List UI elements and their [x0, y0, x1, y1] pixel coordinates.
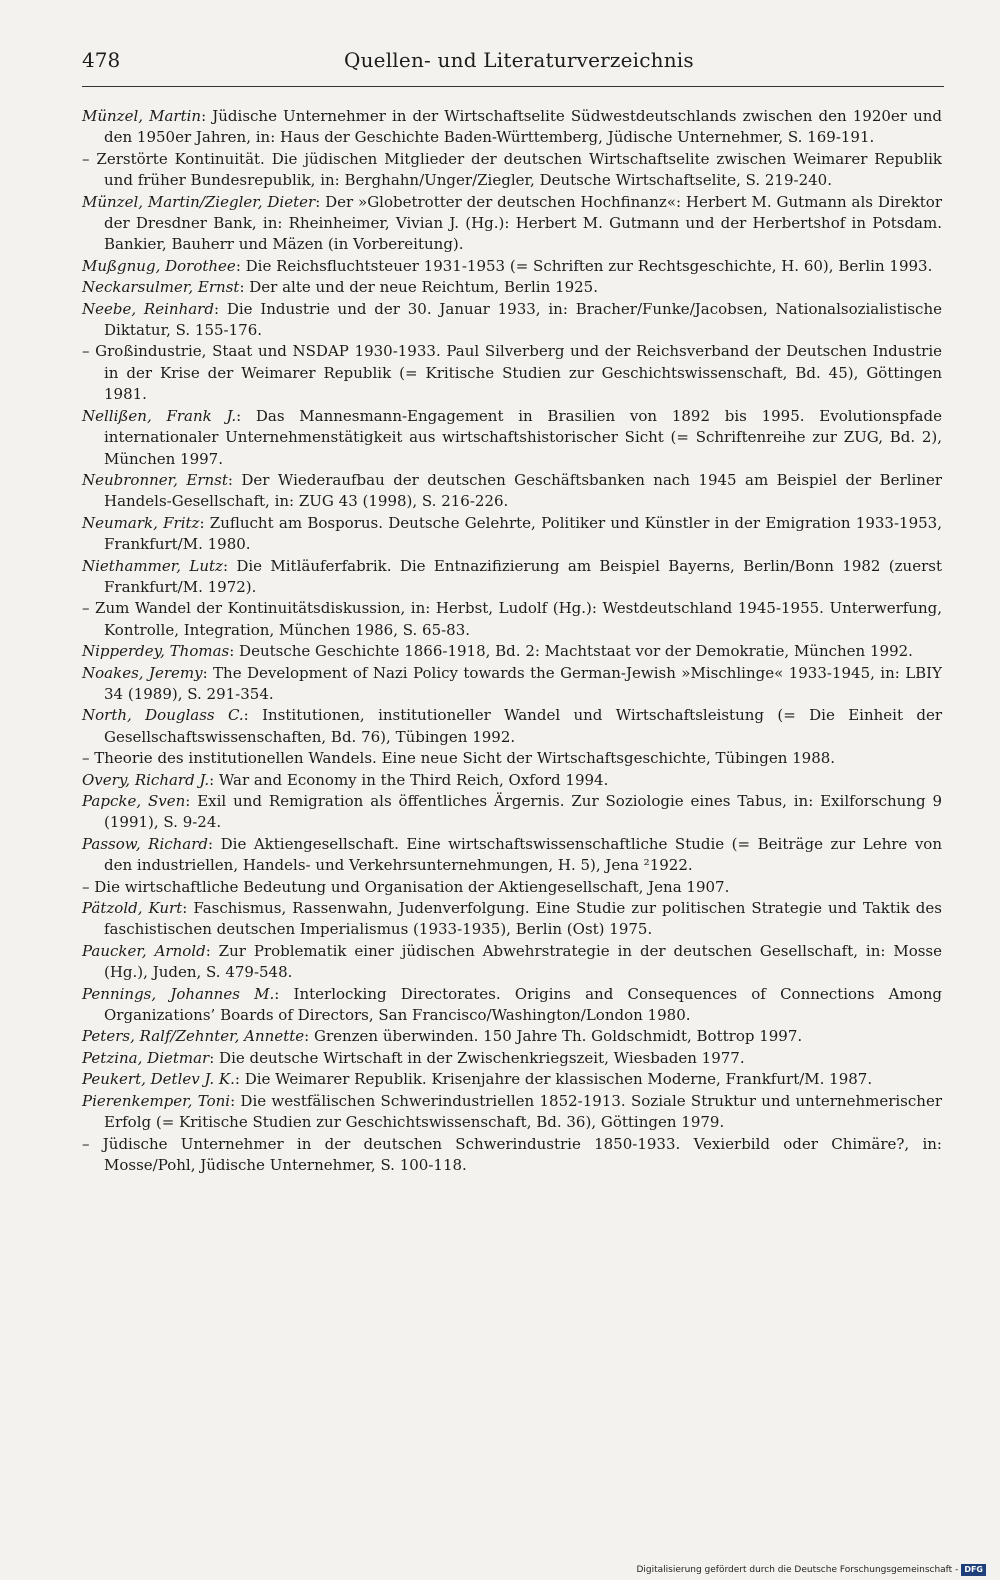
entry-author: Peters, Ralf/Zehnter, Annette	[82, 1027, 305, 1046]
entry-text: : Interlocking Directorates. Origins and Consequences of Connections Among Organizations’ Boards of Directors, San Francisco/Washington/London 1980.	[104, 984, 942, 1025]
bibliography-entry	[82, 748, 942, 769]
bibliography-entry	[82, 406, 942, 470]
entry-text: : Die Aktiengesellschaft. Eine wirtschaftswissenschaftliche Studie (= Beiträge zur Lehre von den industriellen, Handels- und Verkehrsunternehmungen, H. 5), Jena ²1922.	[104, 834, 942, 875]
entry-text: : Die Mitläuferfabrik. Die Entnazifizierung am Beispiel Bayerns, Berlin/Bonn 1982 (zuerst Frankfurt/M. 1972).	[104, 556, 942, 596]
bibliography-entry	[82, 791, 942, 834]
entry-author: Nellißen, Frank J.	[82, 406, 237, 425]
entry-text: : Grenzen überwinden. 150 Jahre Th. Goldschmidt, Bottrop 1997.	[304, 1027, 803, 1046]
bibliography-entry	[82, 641, 942, 662]
entry-text: : Die deutsche Wirtschaft in der Zwischenkriegszeit, Wiesbaden 1977.	[209, 1048, 745, 1067]
bibliography-entry	[82, 277, 942, 298]
dfg-logo: DFG	[961, 1564, 986, 1576]
entry-text: : Faschismus, Rassenwahn, Judenverfolgung. Eine Studie zur politischen Strategie und Taktik des faschistischen deutschen Imperialismus (1933-1935), Berlin (Ost) 1975.	[104, 899, 942, 939]
entry-text: – Zum Wandel der Kontinuitätsdiskussion, in: Herbst, Ludolf (Hg.): Westdeutschland 1945-1955. Unterwerfung, Kontrolle, Integration, München 1986, S. 65-83.	[82, 599, 942, 639]
entry-text: : Die Industrie und der 30. Januar 1933, in: Bracher/Funke/Jacobsen, Nationalsozialistische Diktatur, S. 155-176.	[104, 299, 942, 340]
entry-text: : Institutionen, institutioneller Wandel und Wirtschaftsleistung (= Die Einheit der Gesellschaftswissenschaften, Bd. 76), Tübingen 1992.	[104, 706, 942, 746]
bibliography-entry	[82, 834, 942, 877]
entry-text: : Das Mannesmann-Engagement in Brasilien von 1892 bis 1995. Evolutionspfade internationaler Unternehmenstätigkeit aus wirtschaftshistorischer Sicht (= Schriftenreihe zur ZUG, Bd. 2), München 1997.	[104, 406, 942, 468]
bibliography-entry	[82, 106, 942, 149]
entry-author: Peukert, Detlev J. K.	[82, 1070, 235, 1089]
running-title: Quellen- und Literaturverzeichnis	[344, 48, 694, 72]
footer-text: Digitalisierung gefördert durch die Deutsche Forschungsgemeinschaft -	[636, 1565, 959, 1575]
bibliography-entry	[82, 556, 942, 599]
bibliography-entry	[82, 470, 942, 513]
entry-author: Neubronner, Ernst	[82, 470, 228, 489]
entry-author: Niethammer, Lutz	[82, 556, 223, 575]
page-number: 478	[82, 48, 121, 72]
entry-author: Neckarsulmer, Ernst	[82, 278, 240, 297]
entry-text: : Zur Problematik einer jüdischen Abwehrstrategie in der deutschen Gesellschaft, in: Mosse (Hg.), Juden, S. 479-548.	[104, 941, 943, 982]
bibliography-entry	[82, 984, 942, 1027]
entry-text: : Jüdische Unternehmer in der Wirtschaftselite Südwestdeutschlands zwischen den 1920er und den 1950er Jahren, in: Haus der Geschichte Baden-Württemberg, Jüdische Unternehmer, S. 169-191.	[104, 107, 942, 147]
bibliography-entry	[82, 299, 942, 342]
bibliography-entry	[82, 705, 942, 748]
bibliography-entry	[82, 192, 942, 256]
bibliography-entry	[82, 1091, 942, 1134]
entry-text: – Die wirtschaftliche Bedeutung und Organisation der Aktiengesellschaft, Jena 1907.	[82, 877, 730, 896]
entry-text: : The Development of Nazi Policy towards the German-Jewish »Mischlinge« 1933-1945, in: LBIY 34 (1989), S. 291-354.	[104, 663, 943, 703]
entry-text: : Die Reichsfluchtsteuer 1931-1953 (= Schriften zur Rechtsgeschichte, H. 60), Berlin 1993.	[235, 256, 933, 275]
bibliography-entry	[82, 941, 942, 984]
bibliography-entry	[82, 1134, 942, 1177]
bibliography-entry	[82, 1069, 942, 1090]
bibliography-list	[82, 106, 942, 1176]
entry-author: Papcke, Sven	[82, 792, 186, 810]
entry-text: – Zerstörte Kontinuität. Die jüdischen Mitglieder der deutschen Wirtschaftselite zwischen Weimarer Republik und früher Bundesrepublik, in: Berghahn/Unger/Ziegler, Deutsche Wirtschaftselite, S. 219-240.	[82, 149, 942, 190]
bibliography-entry	[82, 149, 942, 192]
bibliography-entry	[82, 341, 942, 405]
bibliography-entry	[82, 663, 942, 706]
entry-author: Paucker, Arnold	[82, 941, 206, 960]
entry-text: : Die westfälischen Schwerindustriellen 1852-1913. Soziale Struktur und unternehmerischer Erfolg (= Kritische Studien zur Geschichtswissenschaft, Bd. 36), Göttingen 1979.	[104, 1091, 942, 1132]
entry-author: Neebe, Reinhard	[82, 299, 214, 318]
digitization-footer	[636, 1563, 986, 1577]
entry-author: Neumark, Fritz	[82, 513, 200, 532]
entry-text: : Deutsche Geschichte 1866-1918, Bd. 2: Machtstaat vor der Demokratie, München 1992.	[229, 642, 913, 661]
entry-text: : Zuflucht am Bosporus. Deutsche Gelehrte, Politiker und Künstler in der Emigration 1933-1953, Frankfurt/M. 1980.	[104, 513, 942, 554]
page-header	[82, 46, 944, 87]
entry-author: Münzel, Martin/Ziegler, Dieter	[82, 192, 316, 211]
entry-text: : Der alte und der neue Reichtum, Berlin 1925.	[239, 278, 598, 297]
entry-text: : Der »Globetrotter der deutschen Hochfinanz«: Herbert M. Gutmann als Direktor der Dresdner Bank, in: Rheinheimer, Vivian J. (Hg.): Herbert M. Gutmann und der Herbertshof in Potsdam. Bankier, Bauherr und Mäzen (in Vorbereitung).	[104, 192, 943, 254]
entry-text: – Jüdische Unternehmer in der deutschen Schwerindustrie 1850-1933. Vexierbild oder Chimäre?, in: Mosse/Pohl, Jüdische Unternehmer, S. 100-118.	[82, 1134, 942, 1174]
entry-author: Nipperdey, Thomas	[82, 642, 230, 661]
entry-text: : Der Wiederaufbau der deutschen Geschäftsbanken nach 1945 am Beispiel der Berliner Handels-Gesellschaft, in: ZUG 43 (1998), S. 216-226.	[104, 470, 942, 511]
bibliography-entry	[82, 877, 942, 898]
bibliography-entry	[82, 598, 942, 641]
entry-author: Noakes, Jeremy	[82, 663, 203, 682]
bibliography-entry	[82, 898, 942, 941]
entry-author: Mußgnug, Dorothee	[82, 256, 236, 275]
entry-author: Pätzold, Kurt	[82, 899, 183, 918]
bibliography-entry	[82, 256, 942, 277]
entry-author: North, Douglass C.	[82, 706, 244, 725]
bibliography-entry	[82, 770, 942, 791]
entry-author: Münzel, Martin	[82, 107, 202, 125]
entry-author: Passow, Richard	[82, 834, 209, 853]
entry-text: : Die Weimarer Republik. Krisenjahre der klassischen Moderne, Frankfurt/M. 1987.	[234, 1070, 873, 1089]
entry-text: : War and Economy in the Third Reich, Oxford 1994.	[209, 770, 609, 789]
bibliography-entry	[82, 513, 942, 556]
entry-author: Overy, Richard J.	[82, 770, 210, 789]
entry-author: Pennings, Johannes M.	[82, 984, 275, 1003]
bibliography-entry	[82, 1048, 942, 1069]
entry-author: Petzina, Dietmar	[82, 1048, 210, 1067]
entry-text: – Theorie des institutionellen Wandels. Eine neue Sicht der Wirtschaftsgeschichte, Tübingen 1988.	[82, 749, 836, 768]
bibliography-entry	[82, 1026, 942, 1047]
entry-author: Pierenkemper, Toni	[82, 1091, 231, 1110]
entry-text: – Großindustrie, Staat und NSDAP 1930-1933. Paul Silverberg und der Reichsverband der Deutschen Industrie in der Krise der Weimarer Republik (= Kritische Studien zur Geschichtswissenschaft, Bd. 45), Göttingen 1981.	[82, 342, 942, 404]
entry-text: : Exil und Remigration als öffentliches Ärgernis. Zur Soziologie eines Tabus, in: Exilforschung 9 (1991), S. 9-24.	[104, 792, 943, 832]
